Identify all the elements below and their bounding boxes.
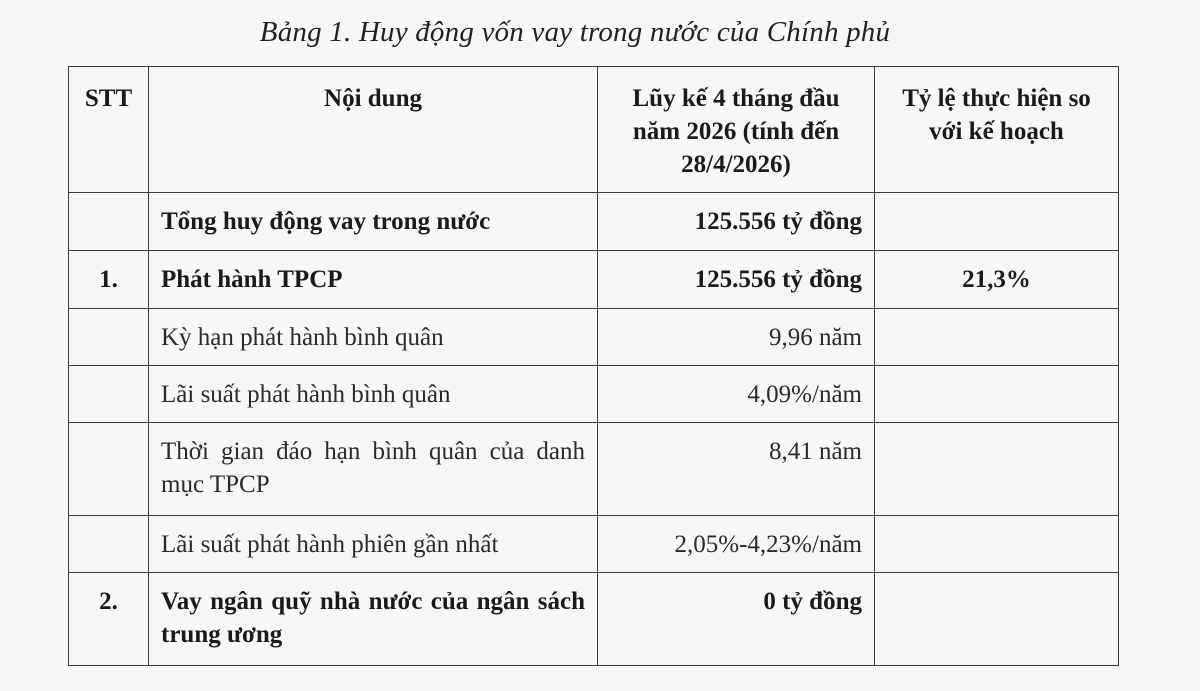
table-caption: Bảng 1. Huy động vốn vay trong nước của Chính phủ: [259, 16, 891, 48]
row-ratio: [875, 423, 1119, 516]
row-stt: 1.: [69, 251, 149, 309]
row-content: Lãi suất phát hành phiên gần nhất: [149, 516, 598, 573]
header-stt: STT: [69, 67, 149, 193]
table-row: [69, 309, 1119, 366]
row-content: Vay ngân quỹ nhà nước của ngân sách trung ương: [149, 573, 598, 666]
header-content: Nội dung: [149, 67, 598, 193]
row-ratio: [875, 193, 1119, 251]
domestic-borrowing-table: [68, 66, 1119, 666]
row-ratio: [875, 309, 1119, 366]
row-value: 125.556 tỷ đồng: [598, 251, 875, 309]
table-row: [69, 423, 1119, 516]
row-stt: [69, 516, 149, 573]
table-row: [69, 193, 1119, 251]
row-stt: 2.: [69, 573, 149, 666]
row-value: 8,41 năm: [598, 423, 875, 516]
row-ratio: [875, 573, 1119, 666]
row-value: 4,09%/năm: [598, 366, 875, 423]
table-row: [69, 366, 1119, 423]
row-content: Kỳ hạn phát hành bình quân: [149, 309, 598, 366]
row-value: 9,96 năm: [598, 309, 875, 366]
row-ratio: [875, 366, 1119, 423]
row-ratio: 21,3%: [875, 251, 1119, 309]
row-content: Lãi suất phát hành bình quân: [149, 366, 598, 423]
row-value: 0 tỷ đồng: [598, 573, 875, 666]
row-value: 2,05%-4,23%/năm: [598, 516, 875, 573]
table-row: [69, 251, 1119, 309]
row-stt: [69, 366, 149, 423]
row-stt: [69, 309, 149, 366]
row-content: Thời gian đáo hạn bình quân của danh mục TPCP: [149, 423, 598, 516]
header-ratio: Tỷ lệ thực hiện so với kế hoạch: [875, 67, 1119, 193]
row-value: 125.556 tỷ đồng: [598, 193, 875, 251]
row-ratio: [875, 516, 1119, 573]
row-content: Phát hành TPCP: [149, 251, 598, 309]
header-cumulative: Lũy kế 4 tháng đầu năm 2026 (tính đến 28/4/2026): [598, 67, 875, 193]
row-content: Tổng huy động vay trong nước: [149, 193, 598, 251]
row-stt: [69, 193, 149, 251]
table-row: [69, 573, 1119, 666]
row-stt: [69, 423, 149, 516]
table-row: [69, 516, 1119, 573]
table-header-row: [69, 67, 1119, 193]
